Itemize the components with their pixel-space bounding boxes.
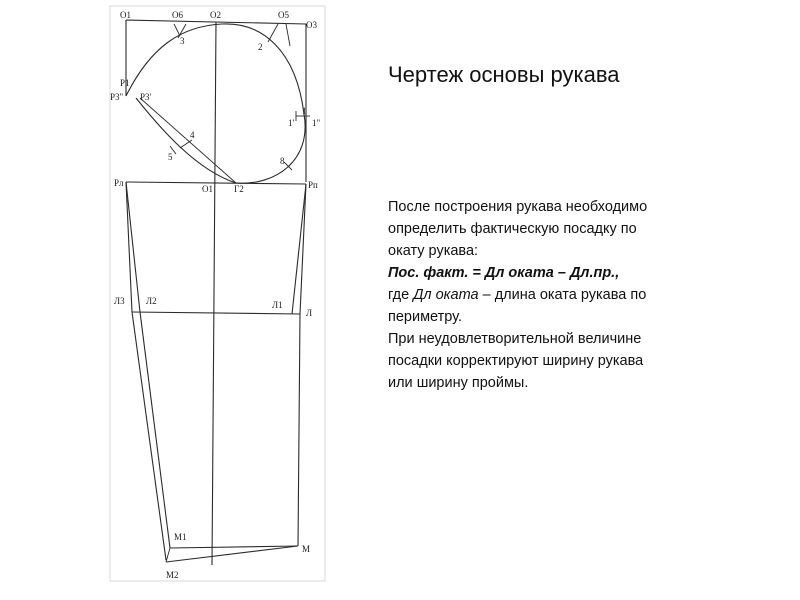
label-rp: Рп (308, 180, 318, 190)
where-rest: – длина оката рукава по (478, 287, 647, 303)
right-side-lower (298, 314, 300, 546)
label-o1-bottom: О1 (202, 184, 213, 194)
label-g2: Г2 (234, 184, 244, 194)
desc-line-1: После построения рукава необходимо (388, 199, 648, 215)
desc-line-9: или ширину проймы. (388, 375, 529, 391)
label-l: Л (306, 308, 313, 318)
label-o1: О1 (120, 10, 131, 20)
label-p1: Р1 (120, 78, 130, 88)
armpit-line (126, 182, 306, 184)
label-l1: Л1 (272, 300, 283, 310)
label-m2: М2 (166, 570, 179, 580)
desc-line-2: определить фактическую посадку по (388, 221, 637, 237)
label-5: 5 (168, 152, 173, 162)
aux-o5-2 (268, 24, 278, 42)
bottom-line-m2-m (166, 546, 298, 562)
label-l3: Л3 (114, 296, 125, 306)
desc-line-where (388, 284, 758, 306)
label-p3pp: Р3" (110, 92, 124, 102)
center-axis (212, 22, 216, 565)
description-text (388, 196, 758, 394)
label-3: 3 (180, 36, 185, 46)
formula-line: Пос. факт. = Дл оката – Дл.пр., (388, 265, 620, 281)
aux-o6-3 (174, 24, 180, 36)
chord-line (140, 98, 236, 183)
page-title: Чертеж основы рукава (388, 62, 620, 87)
desc-line-8: посадки корректируют ширину рукава (388, 353, 644, 369)
bottom-line-m1-m (170, 546, 298, 548)
label-o5: О5 (278, 10, 289, 20)
label-1pp: 1" (312, 118, 321, 128)
right-side-outer (300, 184, 306, 314)
label-m: М (302, 544, 311, 554)
label-2: 2 (258, 42, 263, 52)
label-o6: О6 (172, 10, 183, 20)
label-1: 1 (302, 106, 307, 116)
label-m1: М1 (174, 532, 187, 542)
label-1p: 1' (288, 118, 295, 128)
where-term: Дл оката (413, 287, 479, 303)
right-side-inner (292, 184, 306, 314)
label-o2: О2 (210, 10, 221, 20)
left-side-inner-lower (140, 312, 170, 548)
left-side-inner (126, 182, 140, 312)
label-p3p: Р3' (140, 92, 152, 102)
where-prefix: где (388, 287, 414, 303)
label-l2: Л2 (146, 296, 157, 306)
elbow-line (132, 312, 300, 314)
label-o3: О3 (306, 20, 317, 30)
desc-line-7: При неудовлетворительной величине (388, 331, 642, 347)
desc-line-6: периметру. (388, 309, 463, 325)
left-side-outer (126, 182, 132, 312)
tick-4 (180, 140, 192, 148)
left-side-lower (132, 312, 166, 560)
label-8: 8 (280, 156, 285, 166)
bottom-line-m1-m2 (166, 548, 170, 562)
label-rl: Рл (114, 178, 124, 188)
desc-line-3: окату рукава: (388, 243, 479, 259)
label-4: 4 (190, 130, 195, 140)
aux-o5-2b (286, 24, 290, 46)
